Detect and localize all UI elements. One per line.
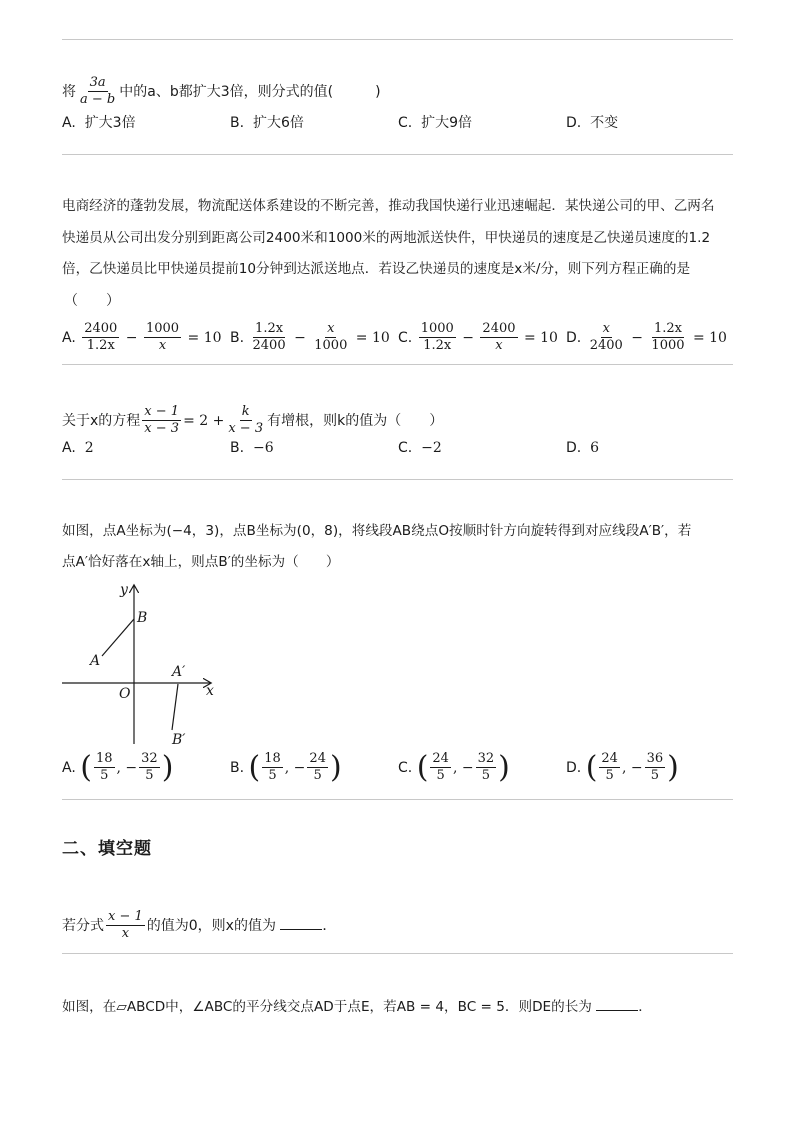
label-b: B: [137, 610, 148, 626]
label-a-prime: A′: [172, 664, 186, 680]
label-a: A: [90, 653, 101, 669]
label-origin: O: [119, 686, 131, 702]
q3-fraction-right: $\frac{k}{x - 3}$: [228, 404, 264, 437]
label-y: y: [120, 582, 128, 598]
q4-line-2: 点A′恰好落在x轴上，则点B′的坐标为（ ）: [62, 554, 340, 570]
q1-suffix: 中的a、b都扩大3倍，则分式的值( ): [119, 83, 381, 100]
q2-option-b[interactable]: B. $\frac{1.2x}{2400}$ − $\frac{x}{1000}$ = 10: [230, 321, 390, 354]
question-5-stem: 若分式 $\frac{x - 1}{x}$ 的值为0，则x的值为 ．: [62, 909, 337, 942]
question-6-stem: 如图，在▱ABCD中，∠ABC的平分线交点AD于点E，若AB = 4，BC = 5．则DE的长为 ．: [62, 996, 652, 1017]
q2-line-4: （ ）: [64, 293, 120, 309]
q3-fraction-left: $\frac{x - 1}{x - 3}$: [144, 404, 180, 437]
q4-line-1: 如图，点A坐标为(−4，3)，点B坐标为(0，8)，将线段AB绕点O按顺时针方向旋转得到对应线段A′B′，若: [62, 523, 692, 539]
q3-option-a[interactable]: A. 2: [62, 440, 94, 456]
separator: [62, 953, 733, 954]
q4-option-c[interactable]: C. ( $\frac{24}{5}$ , − $\frac{32}{5}$ ): [398, 749, 510, 785]
q2-option-d[interactable]: D. $\frac{x}{2400}$ − $\frac{1.2x}{1000}$ = 10: [566, 321, 727, 354]
answer-blank[interactable]: [280, 915, 322, 930]
label-b-prime: B′: [172, 732, 186, 748]
separator: [62, 39, 733, 40]
q4-option-a[interactable]: A. ( $\frac{18}{5}$ , − $\frac{32}{5}$ ): [62, 749, 174, 785]
section-title: 二、填空题: [62, 839, 152, 859]
q3-option-d[interactable]: D. 6: [566, 440, 600, 456]
q2-line-2: 快递员从公司出发分别到距离公司2400米和1000米的两地派送快件，甲快递员的速度是乙快递员速度的1.2: [62, 230, 711, 246]
q2-option-a[interactable]: A. $\frac{2400}{1.2x}$ − $\frac{1000}{x}$ = 10: [62, 321, 222, 354]
separator: [62, 154, 733, 155]
q2-option-c[interactable]: C. $\frac{1000}{1.2x}$ − $\frac{2400}{x}$ = 10: [398, 321, 558, 354]
q4-option-d[interactable]: D. ( $\frac{24}{5}$ , − $\frac{36}{5}$ ): [566, 749, 679, 785]
segment-ab: [102, 619, 134, 656]
q5-fraction: $\frac{x - 1}{x}$: [108, 909, 143, 942]
q1-option-d[interactable]: D. 不变: [566, 115, 619, 131]
answer-blank[interactable]: [596, 996, 638, 1011]
q1-fraction: $\frac{3a}{a - b}$: [80, 75, 116, 108]
q3-option-c[interactable]: C. −2: [398, 440, 442, 456]
q1-prefix: 将: [62, 83, 76, 100]
q3-option-b[interactable]: B. −6: [230, 440, 274, 456]
separator: [62, 364, 733, 365]
q1-option-b[interactable]: B. 扩大6倍: [230, 115, 304, 131]
question-3-stem: 关于x的方程 $\frac{x - 1}{x - 3}$ = 2 + $\frac{k}{x - 3}$ 有增根，则k的值为（ ）: [62, 404, 444, 437]
question-1-stem: [62, 76, 381, 108]
q1-option-a[interactable]: A. 扩大3倍: [62, 115, 136, 131]
q1-option-c[interactable]: C. 扩大9倍: [398, 115, 473, 131]
rotation-figure: [60, 578, 230, 748]
q2-line-3: 倍，乙快递员比甲快递员提前10分钟到达派送地点．若设乙快递员的速度是x米/分，则下列方程正确的是: [62, 261, 691, 277]
separator: [62, 799, 733, 800]
separator: [62, 479, 733, 480]
q4-option-b[interactable]: B. ( $\frac{18}{5}$ , − $\frac{24}{5}$ ): [230, 749, 342, 785]
q2-line-1: 电商经济的蓬勃发展，物流配送体系建设的不断完善，推动我国快递行业迅速崛起．某快递公司的甲、乙两名: [62, 198, 715, 214]
segment-a2b2: [172, 684, 178, 730]
label-x: x: [206, 683, 214, 699]
